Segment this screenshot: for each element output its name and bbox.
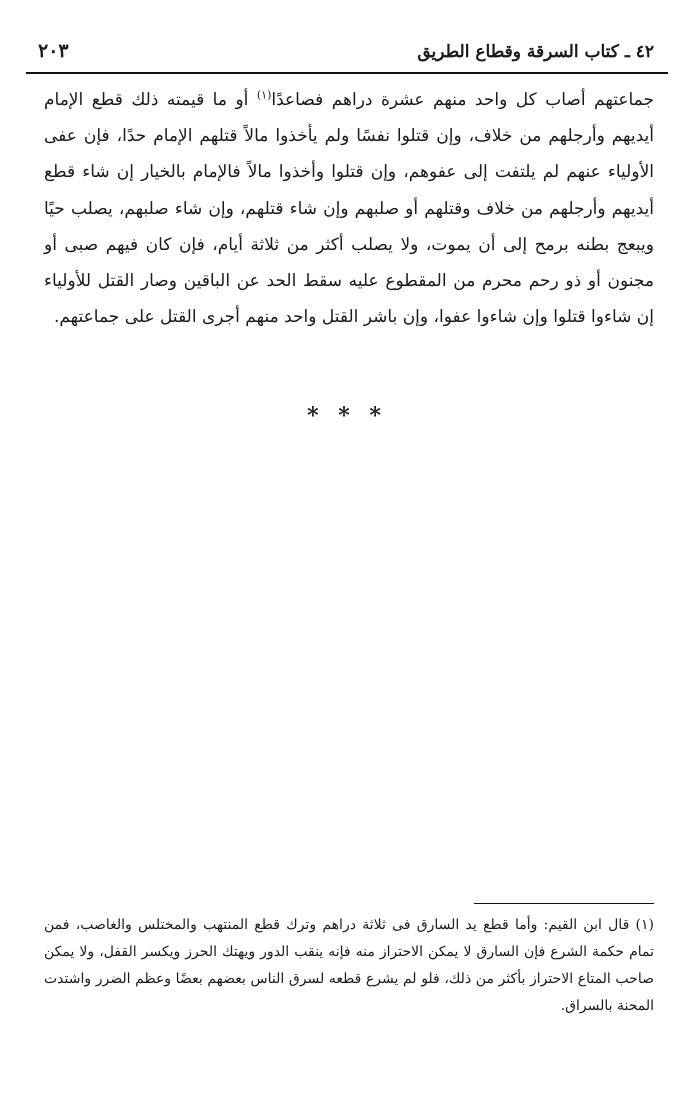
page-number: ٢٠٣ — [38, 40, 69, 62]
footnote-text: (١) قال ابن القيم: وأما قطع يد السارق فى ثلاثة دراهم وترك قطع المنتهب والمختلس والغاصب، فمن تمام حكمة الشرع فإن السارق لا يمكن الاحتراز منه فإنه ينقب الدور ويهتك الحرز ويكسر القفل، ولا يمكن صاحب المتاع الاحتراز بأكثر من ذلك، فلو لم يشرع قطعه لسرق الناس بعضهم بعضًا وعظم الضرر واشتدت المحنة بالسراق. — [44, 917, 654, 1014]
footnote — [44, 912, 654, 1020]
footnote-reference: (١) — [256, 88, 272, 102]
body-text-rest: أو ما قيمته ذلك قطع الإمام أيديهم وأرجلهم من خلاف، وإن قتلوا نفسًا ولم يأخذوا مالاً قتلهم الإمام حدًا، فإن عفى الأولياء عنهم لم يلتفت إلى عفوهم، وإن قتلوا وأخذوا مالاً فالإمام بالخيار إن شاء قطع أيديهم وأرجلهم من خلاف وقتلهم أو صلبهم وإن شاء قتلهم، وإن شاء صلبهم، يصلب حيًا ويبعج بطنه برمح إلى أن يموت، ولا يصلب أكثر من ثلاثة أيام، فإن كان فيهم صبى أو مجنون أو ذو رحم محرم من المقطوع عليه سقط الحد عن الباقين وصار القتل للأولياء إن شاءوا قتلوا وإن شاءوا عفوا، وإن باشر القتل واحد منهم أجرى القتل على جماعتهم. — [44, 90, 654, 328]
running-header — [28, 36, 666, 68]
body-paragraph — [44, 82, 654, 335]
footnote-rule — [474, 903, 654, 904]
chapter-title: ٤٢ ـ كتاب السرقة وقطاع الطريق — [417, 42, 654, 62]
header-rule — [26, 72, 668, 74]
body-text-start: جماعتهم أصاب كل واحد منهم عشرة دراهم فصاعدًا — [271, 90, 654, 110]
main-text — [44, 82, 654, 335]
section-separator: * * * — [307, 403, 387, 429]
